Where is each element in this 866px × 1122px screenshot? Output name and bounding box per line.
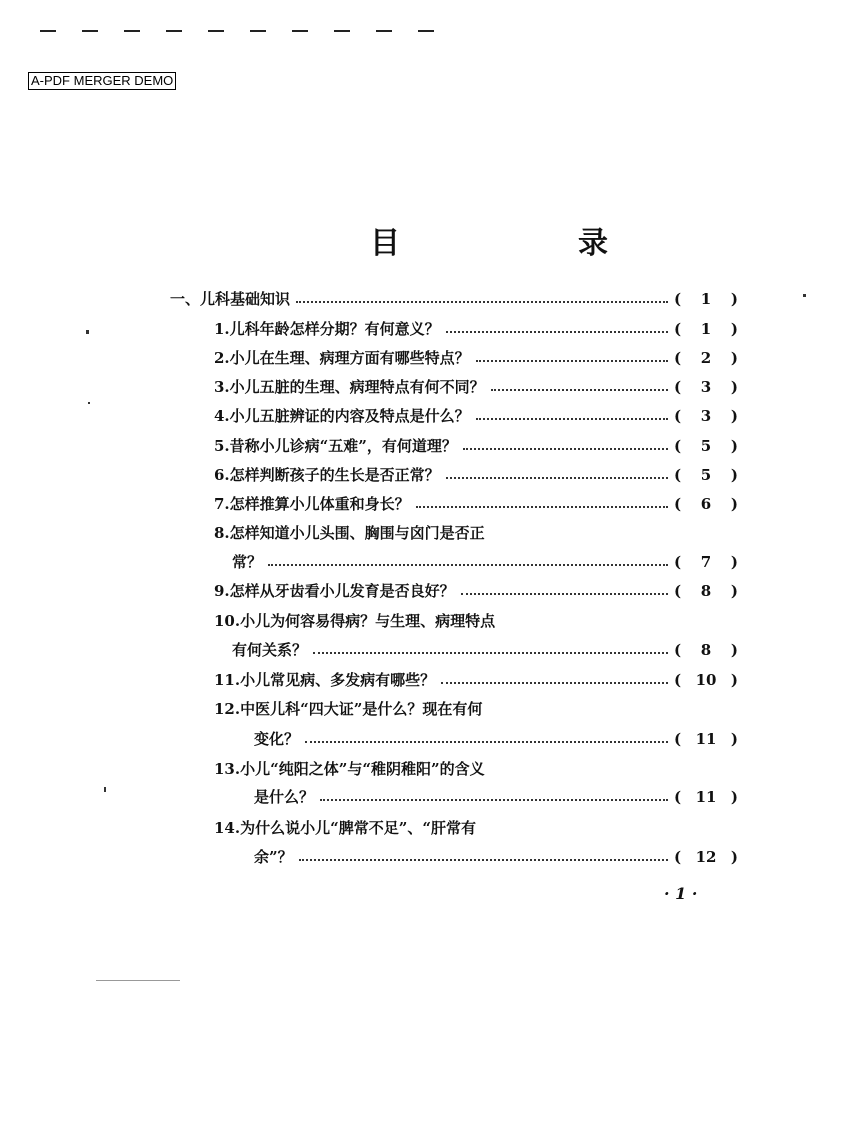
- toc-page-number: 11: [695, 730, 717, 748]
- toc-entry-text: 9.怎样从牙齿看小儿发育是否良好？: [214, 582, 455, 600]
- dot-leader: [476, 418, 668, 420]
- toc-entry-first-line[interactable]: [214, 696, 738, 722]
- toc-entry-text: 7.怎样推算小儿体重和身长？: [214, 495, 410, 513]
- toc-page-ref: ( 3 ): [674, 374, 738, 400]
- toc-page-ref: ( 8 ): [674, 578, 738, 604]
- toc-entry-first-line[interactable]: [214, 520, 738, 546]
- toc-entry-text: 8.怎样知道小儿头围、胸围与囟门是否正: [214, 524, 485, 542]
- toc-entry-continuation[interactable]: [254, 726, 738, 752]
- toc-entry-text: 2.小儿在生理、病理方面有哪些特点？: [214, 349, 470, 367]
- toc-page-ref: ( 7 ): [674, 549, 738, 575]
- page-number: · 1 ·: [664, 884, 698, 903]
- toc-page-number: 5: [700, 437, 712, 455]
- toc-page-ref: ( 6 ): [674, 491, 738, 517]
- dot-leader: [305, 741, 668, 743]
- toc-entry[interactable]: [214, 316, 738, 342]
- toc-page-number: 11: [695, 788, 717, 806]
- dot-leader: [446, 331, 668, 333]
- toc-entry-continuation[interactable]: [232, 637, 738, 663]
- toc-page-number: 5: [700, 466, 712, 484]
- toc-entry-text: 是什么？: [254, 788, 315, 806]
- toc-page-ref: ( 10 ): [674, 667, 738, 693]
- toc-page-ref: ( 3 ): [674, 403, 738, 429]
- toc-page-ref: ( 11 ): [674, 726, 738, 752]
- toc-page-ref: ( 2 ): [674, 345, 738, 371]
- scan-speck: [86, 330, 89, 334]
- toc-entry-continuation[interactable]: [254, 784, 738, 810]
- toc-page-number: 3: [700, 378, 712, 396]
- toc-entry-continuation[interactable]: [232, 549, 738, 575]
- dot-leader: [476, 360, 668, 362]
- toc-entry[interactable]: [214, 374, 738, 400]
- dot-leader: [463, 448, 668, 450]
- toc-entry-text: 12.中医儿科“四大证”是什么？现在有何: [214, 700, 483, 718]
- toc-entry-text: 常？: [232, 553, 263, 571]
- toc-entry[interactable]: [214, 433, 738, 459]
- toc-page-ref: ( 1 ): [674, 286, 738, 312]
- scan-speck: [803, 294, 806, 297]
- dot-leader: [313, 652, 668, 654]
- toc-entry-first-line[interactable]: [214, 608, 738, 634]
- toc-entry-text: 10.小儿为何容易得病？与生理、病理特点: [214, 612, 496, 630]
- scan-speck: [88, 402, 90, 404]
- toc-page-ref: ( 1 ): [674, 316, 738, 342]
- toc-page-number: 1: [700, 320, 712, 338]
- toc-page-number: 1: [700, 290, 712, 308]
- toc-entry[interactable]: [214, 345, 738, 371]
- toc-page-number: 12: [695, 848, 717, 866]
- toc-entry[interactable]: [214, 578, 738, 604]
- dot-leader: [299, 859, 668, 861]
- toc-page-ref: ( 11 ): [674, 784, 738, 810]
- dot-leader: [446, 477, 668, 479]
- toc-entry[interactable]: [214, 403, 738, 429]
- dot-leader: [461, 593, 668, 595]
- dot-leader: [296, 301, 668, 303]
- toc-page-number: 3: [700, 407, 712, 425]
- toc-entry-text: 4.小儿五脏辨证的内容及特点是什么？: [214, 407, 470, 425]
- toc-page-number: 10: [695, 671, 717, 689]
- scan-speck: [104, 787, 106, 792]
- toc-entry-text: 余”？: [254, 848, 293, 866]
- toc-entry-text: 变化？: [254, 730, 300, 748]
- toc-page-number: 7: [700, 553, 712, 571]
- toc-entry-text: 1.儿科年龄怎样分期？有何意义？: [214, 320, 440, 338]
- toc-entry[interactable]: [214, 462, 738, 488]
- toc-entry-text: 3.小儿五脏的生理、病理特点有何不同？: [214, 378, 485, 396]
- toc-entry-text: 14.为什么说小儿“脾常不足”、“肝常有: [214, 819, 476, 837]
- toc-page-ref: ( 8 ): [674, 637, 738, 663]
- toc-entry-first-line[interactable]: [214, 756, 738, 782]
- toc-entry-continuation[interactable]: [254, 844, 738, 870]
- toc-page-number: 8: [700, 641, 712, 659]
- dot-leader: [268, 564, 668, 566]
- toc-entry[interactable]: [214, 491, 738, 517]
- toc-page-ref: ( 5 ): [674, 433, 738, 459]
- toc-entry-first-line[interactable]: [214, 815, 738, 841]
- toc-entry-text: 13.小儿“纯阳之体”与“稚阴稚阳”的含义: [214, 760, 485, 778]
- dot-leader: [416, 506, 668, 508]
- toc-entry-text: 一、儿科基础知识: [170, 290, 291, 308]
- dot-leader: [320, 799, 668, 801]
- toc-entry[interactable]: [214, 667, 738, 693]
- dot-leader: [491, 389, 668, 391]
- scan-speck: [96, 980, 180, 981]
- toc-section[interactable]: [170, 286, 738, 312]
- watermark-label: A-PDF MERGER DEMO: [28, 72, 176, 90]
- dot-leader: [441, 682, 668, 684]
- toc-entry-text: 5.昔称小儿诊病“五难”，有何道理？: [214, 437, 457, 455]
- toc-entry-text: 6.怎样判断孩子的生长是否正常？: [214, 466, 440, 484]
- toc-page-number: 2: [700, 349, 712, 367]
- page-title: 目 录: [370, 226, 682, 261]
- toc-page-number: 6: [700, 495, 712, 513]
- toc-page-ref: ( 5 ): [674, 462, 738, 488]
- toc-entry-text: 11.小儿常见病、多发病有哪些？: [214, 671, 436, 689]
- toc-entry-text: 有何关系？: [232, 641, 308, 659]
- toc-page-number: 8: [700, 582, 712, 600]
- toc-page-ref: ( 12 ): [674, 844, 738, 870]
